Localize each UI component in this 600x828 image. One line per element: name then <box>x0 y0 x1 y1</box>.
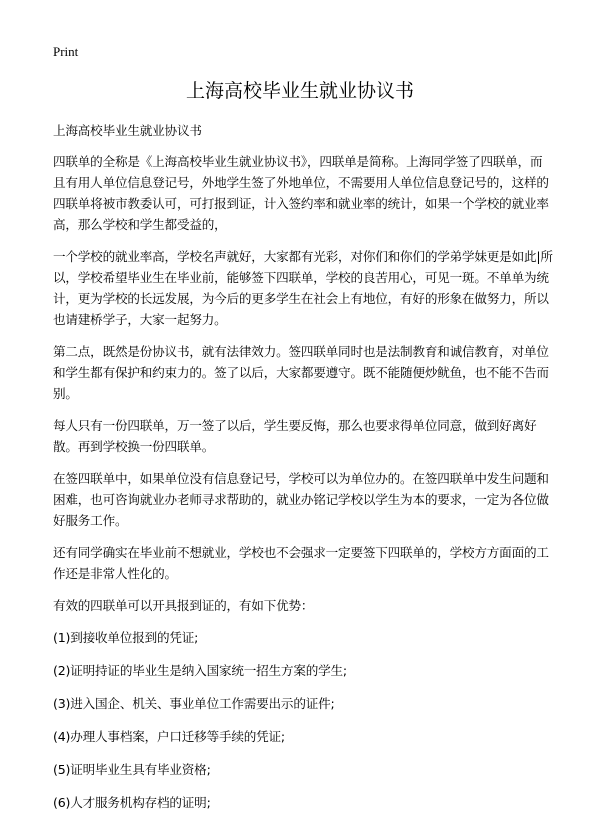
paragraph: 每人只有一份四联单，万一签了以后，学生要反悔，那么也要求得单位同意，做到好离好散。再到学校换一份四联单。 <box>53 418 537 454</box>
list-item: (2)证明持证的毕业生是纳入国家统一招生方案的学生; <box>53 663 347 678</box>
list-item: (6)人才服务机构存档的证明; <box>53 795 211 810</box>
paragraph: 还有同学确实在毕业前不想就业，学校也不会强求一定要签下四联单的，学校方方面面的工作还是非常人性化的。 <box>53 545 549 581</box>
list-item: (4)办理人事档案，户口迁移等手续的凭证; <box>53 729 285 744</box>
paragraph: 有效的四联单可以开具报到证的，有如下优势： <box>53 598 314 613</box>
list-item: (5)证明毕业生具有毕业资格; <box>53 762 211 777</box>
paragraph: 四联单的全称是《上海高校毕业生就业协议书》，四联单是简称。上海同学签了四联单，而且有用人单位信息登记号，外地学生签了外地单位，不需要用人单位信息登记号的，这样的四联单将被市教委认可，可打报到证，计入签约率和就业率的统计，如果一个学校的就业率高，那么学校和学生都受益的， <box>53 154 549 232</box>
document-title: 上海高校毕业生就业协议书 <box>185 80 414 102</box>
document-subtitle: 上海高校毕业生就业协议书 <box>53 123 202 138</box>
paragraph: 第二点，既然是份协议书，就有法律效力。签四联单同时也是法制教育和诚信教育，对单位和学生都有保护和约束力的。签了以后，大家都要遵守。既不能随便炒鱿鱼，也不能不告而别。 <box>53 344 549 401</box>
paragraph: 一个学校的就业率高，学校名声就好，大家都有光彩，对你们和你们的学弟学妹更是如此|所以，学校希望毕业生在毕业前，能够签下四联单，学校的良苦用心，可见一斑。不单单为统计，更为学校的长远发展，为今后的更多学生在社会上有地位，有好的形象在做努力，所以也请建桥学子，大家一起努力。 <box>53 249 553 327</box>
print-link[interactable]: Print <box>53 44 79 59</box>
list-item: (3)进入国企、机关、事业单位工作需要出示的证件; <box>53 696 335 711</box>
paragraph: 在签四联单中，如果单位没有信息登记号，学校可以为单位办的。在签四联单中发生问题和困难，也可咨询就业办老师寻求帮助的，就业办铭记学校以学生为本的要求，一定为各位做好服务工作。 <box>53 471 549 528</box>
document-body <box>53 120 554 825</box>
list-item: (1)到接收单位报到的凭证; <box>53 630 199 645</box>
